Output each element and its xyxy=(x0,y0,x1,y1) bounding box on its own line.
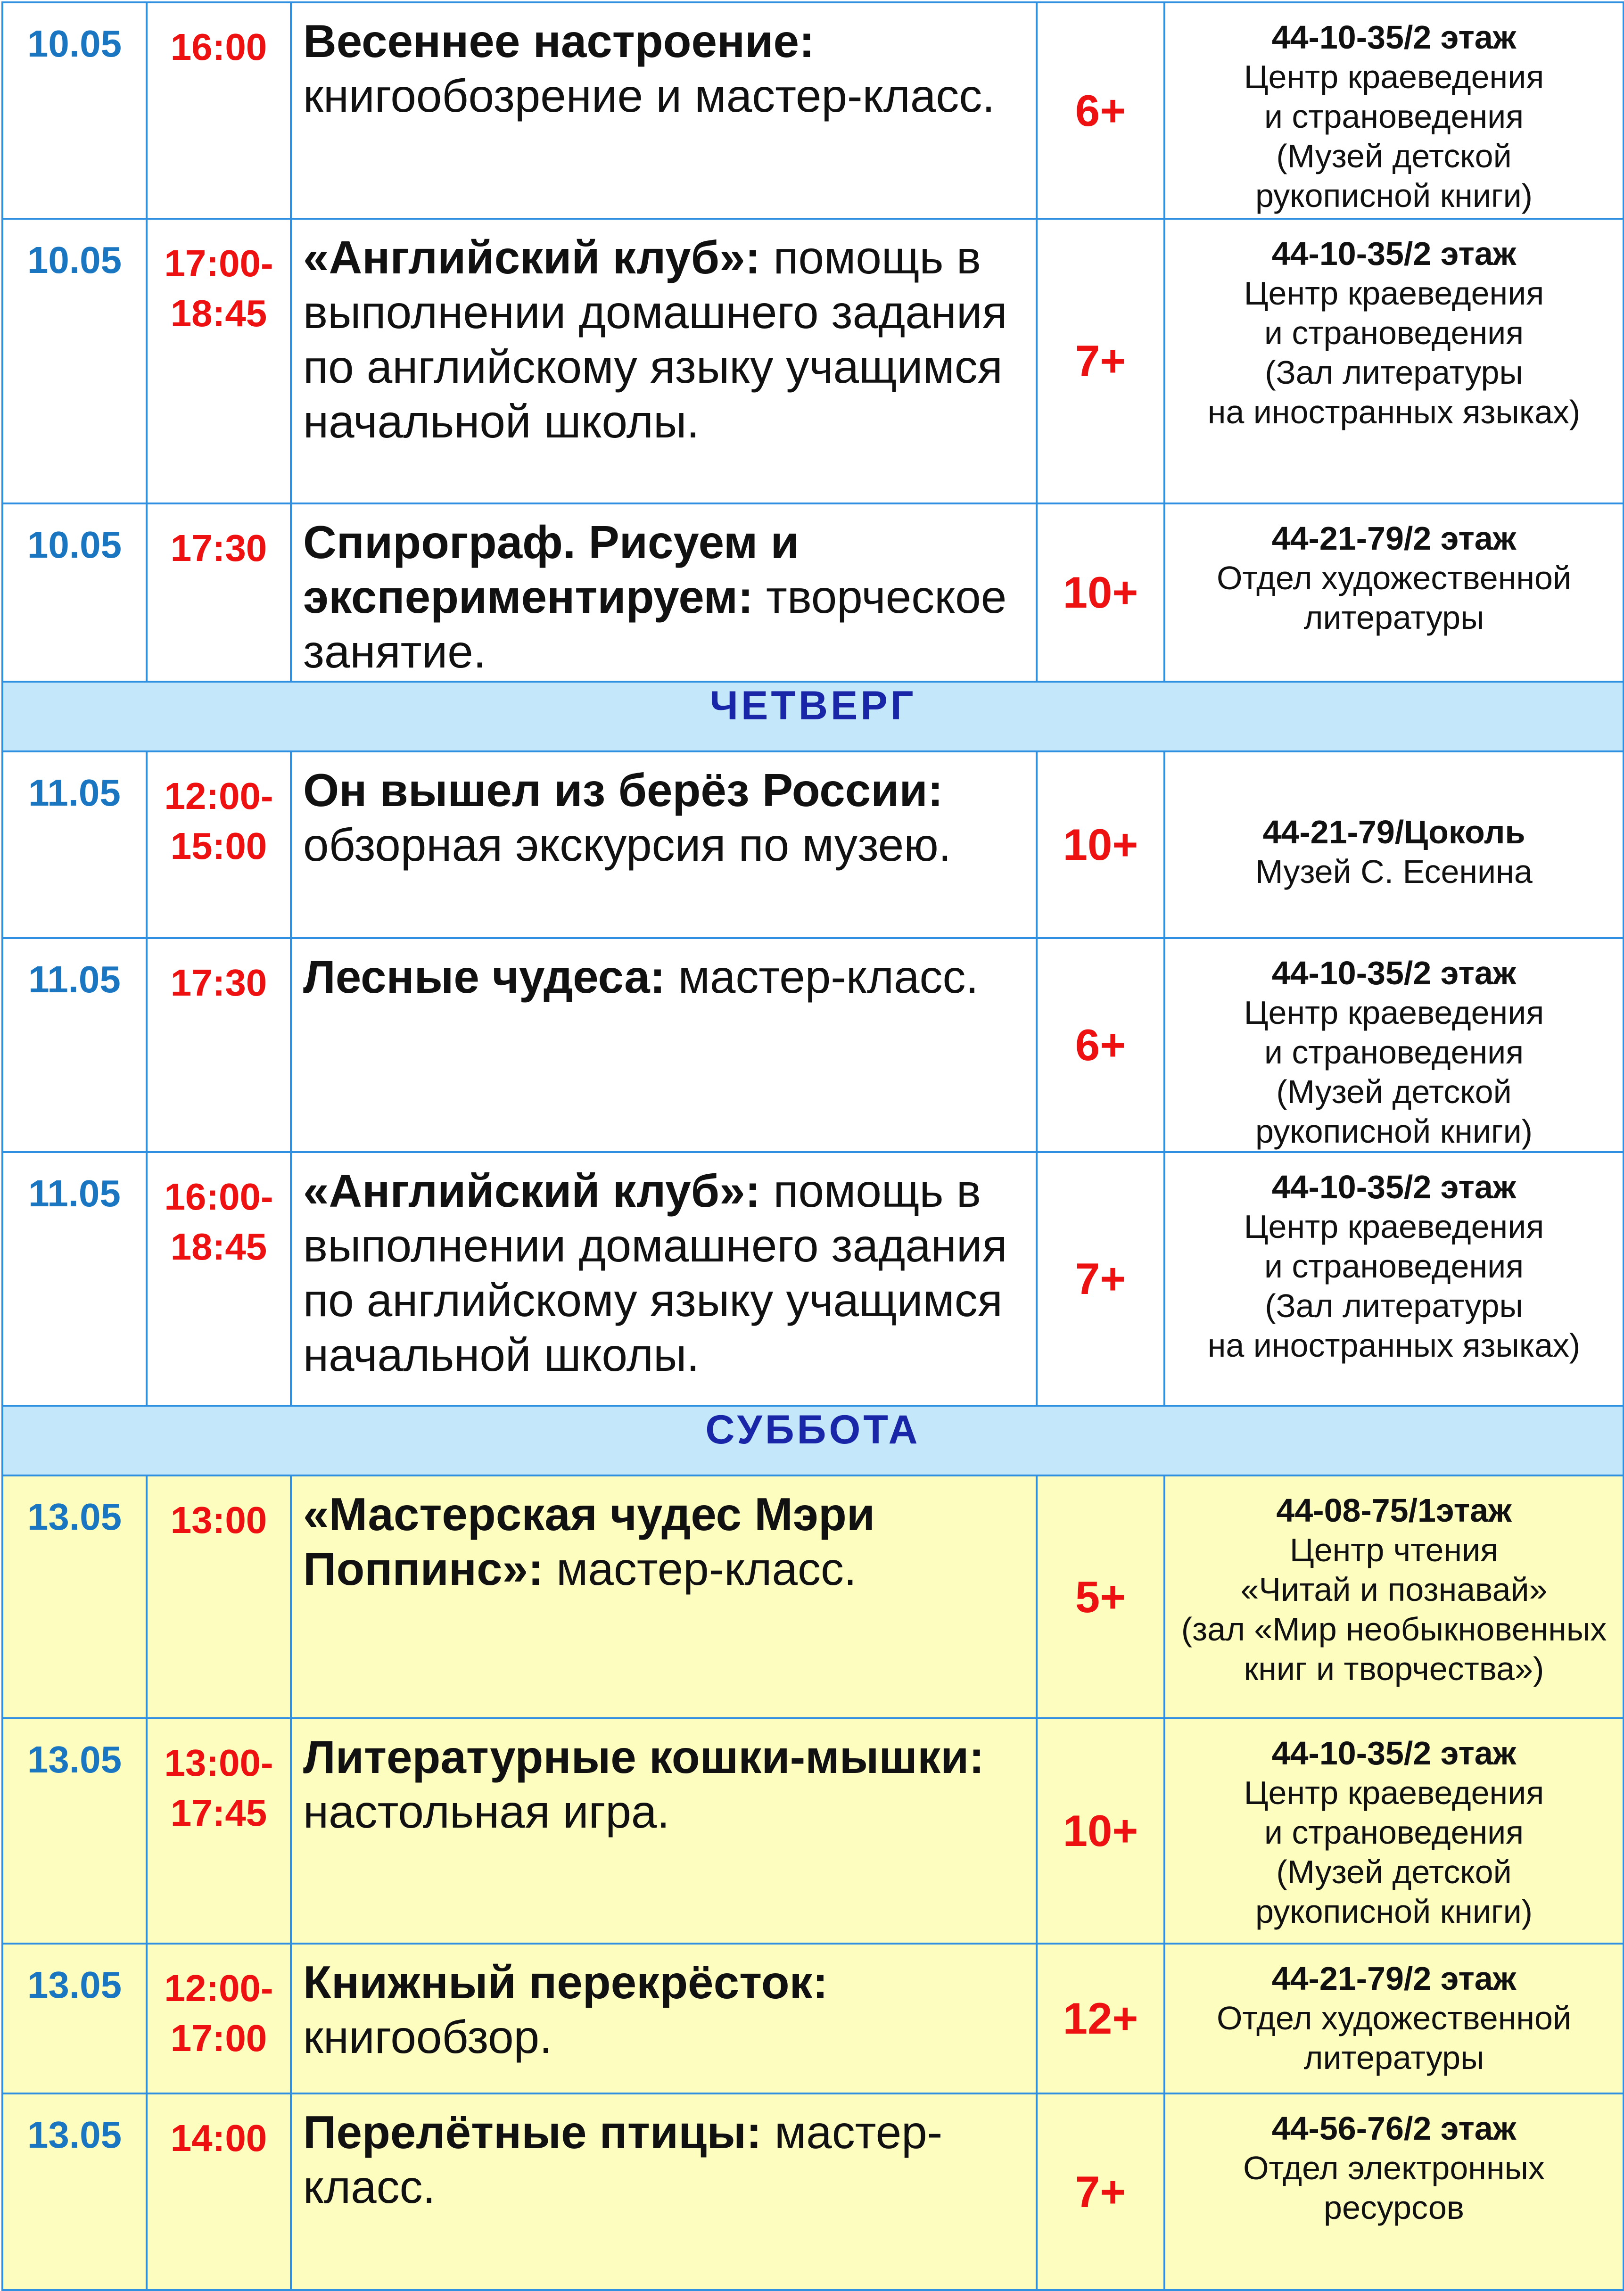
location-line: ресурсов xyxy=(1324,2189,1464,2226)
event-title-bold: Книжный перекрёсток: xyxy=(303,1956,828,2008)
event-date: 11.05 xyxy=(2,1152,147,1406)
event-time: 17:00-18:45 xyxy=(147,219,291,503)
age-rating: 5+ xyxy=(1037,1475,1164,1718)
location-line: на иностранных языках) xyxy=(1207,394,1581,430)
event-row xyxy=(2,2,1624,219)
location-phone: 44-56-76/2 этаж xyxy=(1271,2110,1517,2147)
location-line: и страноведения xyxy=(1264,1814,1524,1851)
event-title xyxy=(291,503,1037,682)
event-location xyxy=(1164,503,1624,682)
event-time: 17:30 xyxy=(147,938,291,1152)
event-time: 13:00-17:45 xyxy=(147,1718,291,1944)
age-rating: 12+ xyxy=(1037,1944,1164,2093)
location-line: на иностранных языках) xyxy=(1207,1327,1581,1364)
location-line: (зал «Мир необыкновенных книг и творчества») xyxy=(1181,1611,1607,1687)
location-phone: 44-10-35/2 этаж xyxy=(1271,1169,1517,1205)
event-date: 13.05 xyxy=(2,2093,147,2290)
location-phone: 44-10-35/2 этаж xyxy=(1271,235,1517,272)
day-name: ЧЕТВЕРГ xyxy=(709,683,916,728)
location-line: Музей С. Есенина xyxy=(1255,853,1533,890)
day-header xyxy=(2,682,1624,751)
age-rating: 6+ xyxy=(1037,2,1164,219)
location-line: рукописной книги) xyxy=(1255,1113,1533,1150)
event-title-bold: Перелётные птицы: xyxy=(303,2106,762,2158)
event-row xyxy=(2,219,1624,503)
day-header-row xyxy=(2,1406,1624,1475)
day-header xyxy=(2,1406,1624,1475)
event-row xyxy=(2,938,1624,1152)
age-rating: 7+ xyxy=(1037,1152,1164,1406)
event-title xyxy=(291,1152,1037,1406)
event-location xyxy=(1164,1475,1624,1718)
event-title xyxy=(291,751,1037,938)
location-phone: 44-10-35/2 этаж xyxy=(1271,1735,1517,1772)
location-phone: 44-10-35/2 этаж xyxy=(1271,19,1517,56)
event-location xyxy=(1164,2093,1624,2290)
day-name: СУББОТА xyxy=(705,1407,921,1452)
schedule-table xyxy=(1,1,1624,2291)
event-date: 13.05 xyxy=(2,1944,147,2093)
event-title-bold: «Мастерская чудес Мэри Поппинс»: xyxy=(303,1488,875,1595)
event-time: 17:30 xyxy=(147,503,291,682)
event-time: 16:00-18:45 xyxy=(147,1152,291,1406)
event-location xyxy=(1164,1944,1624,2093)
event-location xyxy=(1164,2,1624,219)
event-title-rest: настольная игра. xyxy=(303,1786,670,1838)
location-line: рукописной книги) xyxy=(1255,177,1533,214)
event-row xyxy=(2,751,1624,938)
event-title xyxy=(291,1944,1037,2093)
event-title-bold: Лесные чудеса: xyxy=(303,951,666,1003)
location-phone: 44-08-75/1этаж xyxy=(1276,1492,1512,1529)
age-rating: 7+ xyxy=(1037,2093,1164,2290)
event-time: 12:00-15:00 xyxy=(147,751,291,938)
event-title xyxy=(291,219,1037,503)
location-line: (Музей детской xyxy=(1276,1854,1512,1890)
age-rating: 10+ xyxy=(1037,751,1164,938)
location-line: Центр краеведения xyxy=(1244,58,1544,95)
age-rating: 10+ xyxy=(1037,503,1164,682)
event-title-rest: мастер-класс. xyxy=(543,1543,857,1595)
age-rating: 7+ xyxy=(1037,219,1164,503)
event-location xyxy=(1164,1152,1624,1406)
event-date: 11.05 xyxy=(2,751,147,938)
event-title xyxy=(291,2093,1037,2290)
event-title-rest: помощь в выполнении домашнего задания по английскому языку учащимся начальной школы. xyxy=(303,1165,1007,1381)
event-time: 13:00 xyxy=(147,1475,291,1718)
location-phone: 44-10-35/2 этаж xyxy=(1271,955,1517,991)
event-title-rest: обзорная экскурсия по музею. xyxy=(303,819,951,871)
event-title-rest: книгообозрение и мастер-класс. xyxy=(303,70,995,122)
event-location xyxy=(1164,219,1624,503)
event-time: 14:00 xyxy=(147,2093,291,2290)
event-time: 12:00-17:00 xyxy=(147,1944,291,2093)
age-rating: 10+ xyxy=(1037,1718,1164,1944)
location-line: (Музей детской xyxy=(1276,1073,1512,1110)
event-title-rest: мастер-класс. xyxy=(303,2106,943,2213)
location-line: (Музей детской xyxy=(1276,138,1512,174)
event-title-bold: «Английский клуб»: xyxy=(303,231,761,283)
location-line: рукописной книги) xyxy=(1255,1893,1533,1930)
location-line: Центр краеведения xyxy=(1244,1774,1544,1811)
event-date: 10.05 xyxy=(2,2,147,219)
location-phone: 44-21-79/2 этаж xyxy=(1271,520,1517,557)
event-row xyxy=(2,1152,1624,1406)
location-line: литературы xyxy=(1303,599,1484,636)
location-phone: 44-21-79/Цоколь xyxy=(1262,814,1525,850)
location-line: и страноведения xyxy=(1264,98,1524,135)
location-line: Центр краеведения xyxy=(1244,1208,1544,1245)
event-title-rest: творческое занятие. xyxy=(303,571,1007,677)
event-title-bold: Он вышел из берёз России: xyxy=(303,764,943,816)
location-line: Центр краеведения xyxy=(1244,275,1544,312)
location-line: Отдел художественной xyxy=(1216,560,1572,596)
event-title-rest: помощь в выполнении домашнего задания по английскому языку учащимся начальной школы. xyxy=(303,231,1007,447)
location-line: и страноведения xyxy=(1264,1248,1524,1285)
event-location xyxy=(1164,751,1624,938)
event-location xyxy=(1164,938,1624,1152)
event-location xyxy=(1164,1718,1624,1944)
location-line: Отдел электронных xyxy=(1243,2150,1545,2186)
location-phone: 44-21-79/2 этаж xyxy=(1271,1960,1517,1997)
event-row xyxy=(2,1718,1624,1944)
event-date: 10.05 xyxy=(2,219,147,503)
event-row xyxy=(2,503,1624,682)
location-line: литературы xyxy=(1303,2039,1484,2076)
location-line: и страноведения xyxy=(1264,1034,1524,1071)
location-line: и страноведения xyxy=(1264,314,1524,351)
location-line: Отдел художественной xyxy=(1216,2000,1572,2036)
event-date: 13.05 xyxy=(2,1718,147,1944)
event-row xyxy=(2,2093,1624,2290)
event-title-rest: книгообзор. xyxy=(303,2011,552,2063)
event-title xyxy=(291,2,1037,219)
location-line: Центр краеведения xyxy=(1244,994,1544,1031)
event-time: 16:00 xyxy=(147,2,291,219)
event-row xyxy=(2,1944,1624,2093)
day-header-row xyxy=(2,682,1624,751)
event-title xyxy=(291,1718,1037,1944)
location-line: (Зал литературы xyxy=(1265,354,1523,391)
location-line: Центр чтения xyxy=(1289,1532,1499,1568)
event-date: 10.05 xyxy=(2,503,147,682)
event-title-bold: Литературные кошки-мышки: xyxy=(303,1731,985,1783)
event-title-bold: «Английский клуб»: xyxy=(303,1165,761,1217)
event-title xyxy=(291,1475,1037,1718)
location-line: «Читай и познавай» xyxy=(1240,1571,1548,1608)
event-title-rest: мастер-класс. xyxy=(665,951,979,1003)
age-rating: 6+ xyxy=(1037,938,1164,1152)
event-title xyxy=(291,938,1037,1152)
location-line: (Зал литературы xyxy=(1265,1287,1523,1324)
event-title-bold: Весеннее настроение: xyxy=(303,15,815,67)
event-date: 11.05 xyxy=(2,938,147,1152)
event-date: 13.05 xyxy=(2,1475,147,1718)
event-row xyxy=(2,1475,1624,1718)
event-title-bold: Спирограф. Рисуем и экспериментируем: xyxy=(303,516,799,623)
